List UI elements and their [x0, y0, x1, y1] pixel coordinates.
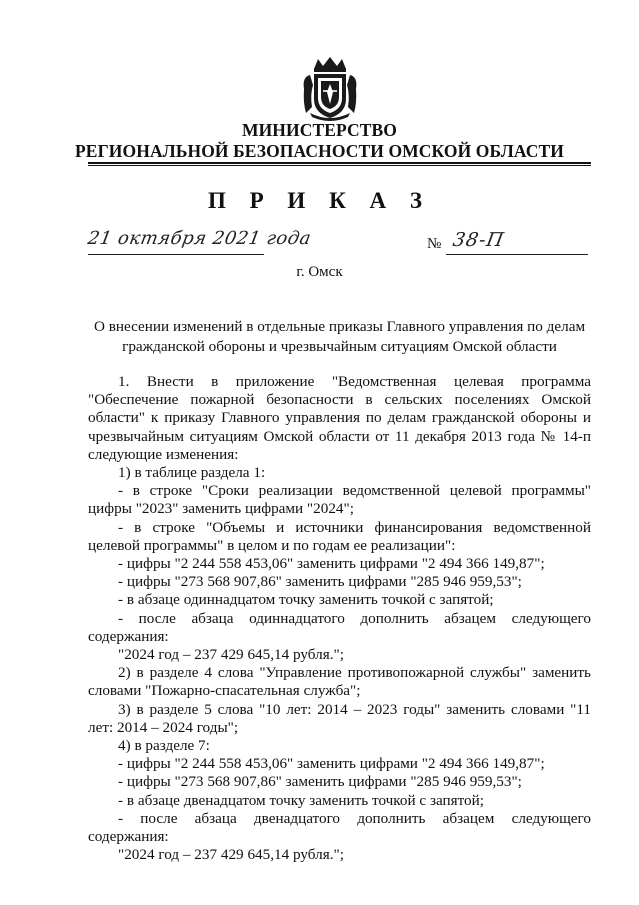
paragraph: 1) в таблице раздела 1:: [118, 464, 266, 482]
ministry-name-line1: МИНИСТЕРСТВО: [241, 120, 398, 140]
number-underline: [446, 254, 588, 255]
header-divider-thin: [88, 165, 591, 166]
paragraph: 2) в разделе 4 слова "Управление противопожарной службы" заменить словами "Пожарно-спасательная служба";: [88, 664, 591, 700]
paragraph: - цифры "273 568 907,86" заменить цифрами "285 946 959,53";: [118, 773, 522, 791]
order-number-handwritten: 38-П: [451, 229, 507, 251]
paragraph: - в строке "Сроки реализации ведомственной целевой программы" цифры "2023" заменить цифрами "2024";: [88, 482, 591, 518]
paragraph: - цифры "273 568 907,86" заменить цифрами "285 946 959,53";: [118, 573, 522, 591]
paragraph: - после абзаца двенадцатого дополнить абзацем следующего содержания:: [88, 809, 591, 846]
order-subject: О внесении изменений в отдельные приказы Главного управления по делам гражданской обороны и чрезвычайным ситуациям Омской области: [93, 318, 586, 355]
paragraph: - цифры "2 244 558 453,06" заменить цифрами "2 494 366 149,87";: [118, 555, 545, 573]
date-underline: [88, 254, 264, 255]
city-name: г. Омск: [296, 264, 343, 280]
order-body: [88, 373, 591, 864]
paragraph: "2024 год – 237 429 645,14 рубля.";: [118, 646, 344, 664]
ministry-name-line2: РЕГИОНАЛЬНОЙ БЕЗОПАСНОСТИ ОМСКОЙ ОБЛАСТИ: [75, 141, 564, 161]
paragraph: 3) в разделе 5 слова "10 лет: 2014 – 2023 годы" заменить словами "11 лет: 2014 – 2024 годы";: [88, 700, 591, 736]
paragraph: - в абзаце двенадцатом точку заменить точкой с запятой;: [118, 791, 484, 809]
paragraph: 1. Внести в приложение "Ведомственная целевая программа "Обеспечение пожарной безопасности в сельских поселениях Омской области" к приказу Главного управления по делам гражданской обороны и чрезвычайным ситуациям Омской области от 11 декабря 2013 года № 14-п следующие изменения:: [88, 373, 591, 463]
paragraph: "2024 год – 237 429 645,14 рубля.";: [118, 846, 344, 864]
header-divider-thick: [88, 162, 591, 164]
order-number-label: №: [427, 236, 442, 252]
paragraph: - в строке "Объемы и источники финансирования ведомственной целевой программы" в целом и по годам ее реализации":: [88, 518, 591, 554]
order-date-handwritten: 21 октября 2021 года: [86, 228, 313, 249]
paragraph: - в абзаце одиннадцатом точку заменить точкой с запятой;: [118, 591, 494, 609]
paragraph: 4) в разделе 7:: [118, 737, 210, 755]
document-title: П Р И К А З: [207, 188, 431, 213]
paragraph: - после абзаца одиннадцатого дополнить абзацем следующего содержания:: [88, 609, 591, 645]
paragraph: - цифры "2 244 558 453,06" заменить цифрами "2 494 366 149,87";: [118, 755, 545, 773]
omsk-coat-of-arms-icon: [300, 55, 360, 121]
